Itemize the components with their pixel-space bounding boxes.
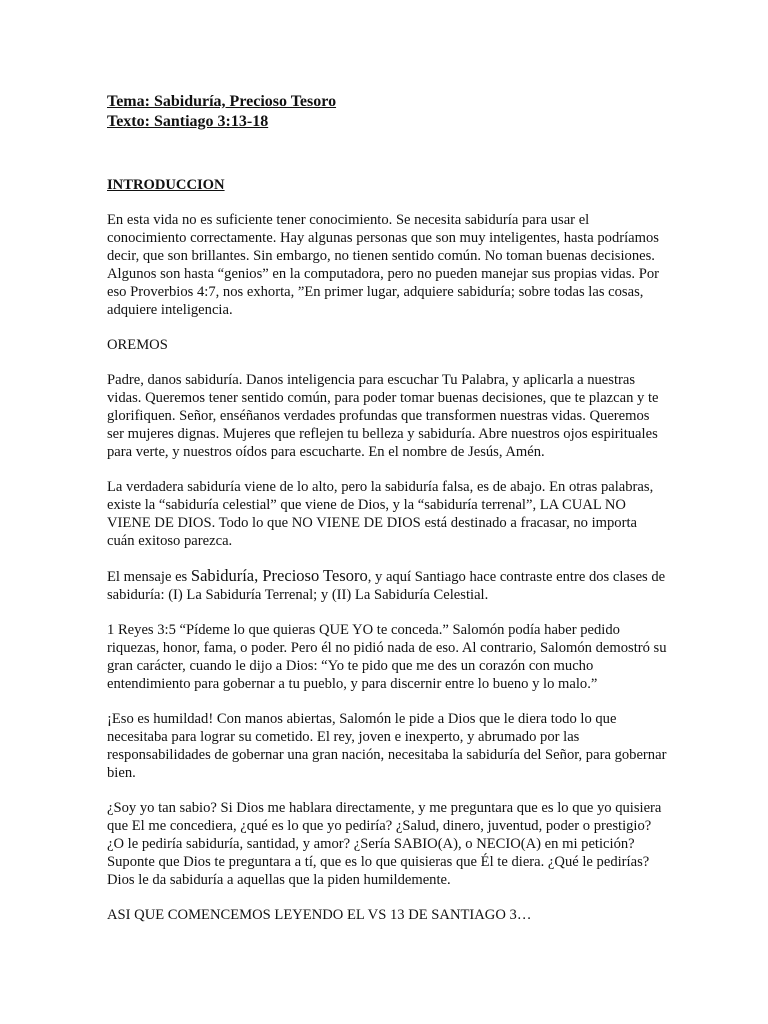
questions-paragraph: ¿Soy yo tan sabio? Si Dios me hablara directamente, y me preguntara que es lo que yo quisiera que El me concediera, ¿qué es lo que yo pediría? ¿Salud, dinero, juventud, poder o prestigio? ¿O le pediría sabiduría, santidad, y amor? ¿Sería SABIO(A), o NECIO(A) en mi petición? Suponte que Dios te preguntara a tí, que es lo que quisieras que Él te diera. ¿Qué le pedirías? Dios le da sabiduría a aquellas que la piden humildemente. (107, 800, 662, 888)
sermon-topic-title: Tema: Sabiduría, Precioso Tesoro (107, 93, 337, 110)
oremos-heading: OREMOS (107, 337, 168, 353)
message-intro-text: El mensaje es (107, 569, 191, 585)
message-paragraph (107, 567, 667, 604)
message-title-text: Sabiduría, Precioso Tesoro (190, 566, 368, 585)
humility-paragraph: ¡Eso es humildad! Con manos abiertas, Salomón le pide a Dios que le diera todo lo que necesitaba para lograr su cometido. El rey, joven e inexperto, y abrumado por las responsabilidades de gobernar una gran nación, necesitaba la sabiduría del Señor, para gobernar bien. (107, 711, 667, 781)
message-contrast-text: , y aquí Santiago hace contraste entre dos clases de sabiduría: (I) La Sabiduría Terrenal; y (II) La Sabiduría Celestial. (107, 569, 666, 603)
closing-line: ASI QUE COMENCEMOS LEYENDO EL VS 13 DE SANTIAGO 3… (107, 907, 532, 923)
document-page (107, 92, 667, 924)
sermon-text-reference: Texto: Santiago 3:13-18 (107, 113, 269, 130)
introduction-heading: INTRODUCCION (107, 177, 225, 193)
intro-paragraph: En esta vida no es suficiente tener conocimiento. Se necesita sabiduría para usar el conocimiento correctamente. Hay algunas personas que son muy inteligentes, hasta podríamos decir, que son brillantes. Sin embargo, no tienen sentido común. No toman buenas decisiones. Algunos son hasta “genios” en la computadora, pero no pueden manejar sus propias vidas. Por eso Proverbios 4:7, nos exhorta, ”En primer lugar, adquiere sabiduría; sobre todas las cosas, adquiere inteligencia. (107, 212, 659, 318)
kings-paragraph: 1 Reyes 3:5 “Pídeme lo que quieras QUE YO te conceda.” Salomón podía haber pedido riquezas, honor, fama, o poder. Pero él no pidió nada de eso. Al contrario, Salomón demostró su gran carácter, cuando le dijo a Dios: “Yo te pido que me des un corazón con mucho entendimiento para gobernar a tu pueblo, y para discernir entre lo bueno y lo malo.” (107, 622, 667, 692)
true-wisdom-paragraph: La verdadera sabiduría viene de lo alto, pero la sabiduría falsa, es de abajo. En otras palabras, existe la “sabiduría celestial” que viene de Dios, y la “sabiduría terrenal”, LA CUAL NO VIENE DE DIOS. Todo lo que NO VIENE DE DIOS está destinado a fracasar, no importa cuán exitoso parezca. (107, 479, 654, 549)
prayer-paragraph: Padre, danos sabiduría. Danos inteligencia para escuchar Tu Palabra, y aplicarla a nuestras vidas. Queremos tener sentido común, para poder tomar buenas decisiones, que te plazcan y te glorifiquen. Señor, enséñanos verdades profundas que transformen nuestras vidas. Queremos ser mujeres dignas. Mujeres que reflejen tu belleza y sabiduría. Abre nuestros ojos espirituales para verte, y nuestros oídos para escucharte. En el nombre de Jesús, Amén. (107, 372, 659, 460)
